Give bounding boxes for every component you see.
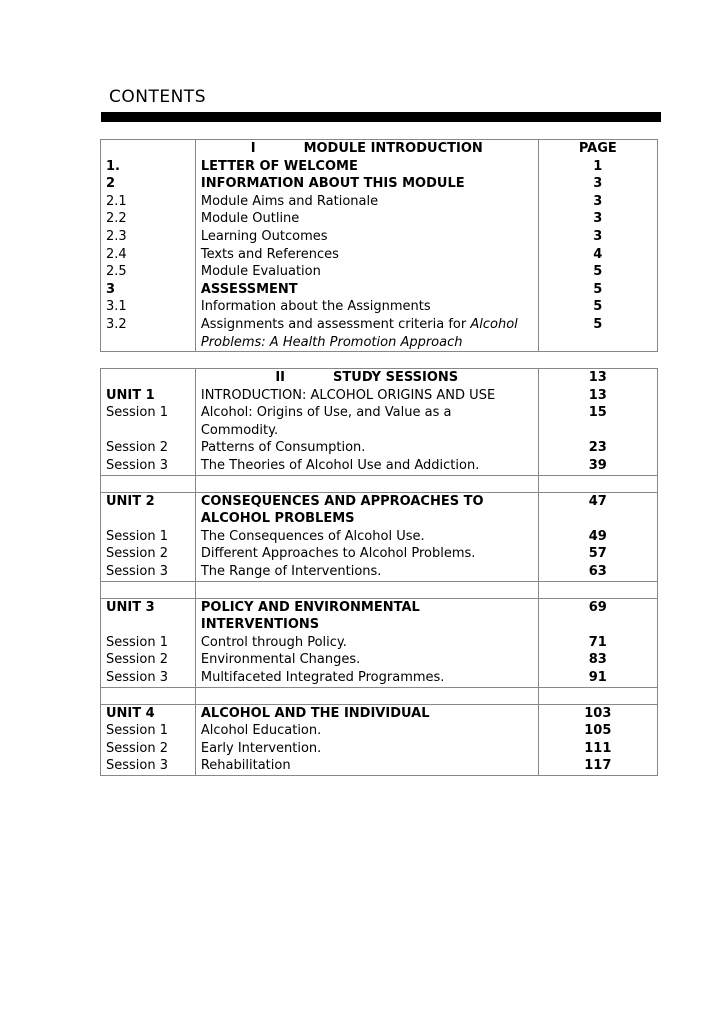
- page-number: 71: [538, 634, 657, 652]
- section-number: 2.2: [101, 210, 196, 228]
- session-title: Alcohol Education.: [195, 722, 538, 740]
- section-number: 2: [101, 175, 196, 193]
- session-label: Session 3: [101, 757, 196, 775]
- session-row: [101, 722, 658, 740]
- session-title: Multifaceted Integrated Programmes.: [195, 669, 538, 687]
- toc-row: [101, 298, 658, 316]
- unit-title: CONSEQUENCES AND APPROACHES TO ALCOHOL PROBLEMS: [195, 492, 538, 528]
- session-label: Session 2: [101, 439, 196, 457]
- session-label: Session 3: [101, 563, 196, 581]
- page-number: 57: [538, 545, 657, 563]
- section-title: Learning Outcomes: [195, 228, 538, 246]
- part-title: I MODULE INTRODUCTION: [195, 140, 538, 158]
- session-title: Control through Policy.: [195, 634, 538, 652]
- unit-label: UNIT 4: [101, 704, 196, 722]
- page-number: 13: [538, 387, 657, 405]
- page-number: 4: [538, 246, 657, 264]
- part-header-row: [101, 369, 658, 387]
- session-title: Rehabilitation: [195, 757, 538, 775]
- session-title: Patterns of Consumption.: [195, 439, 538, 457]
- session-row: [101, 404, 658, 439]
- section-number: 3: [101, 281, 196, 299]
- page-number: 49: [538, 528, 657, 546]
- heading-rule: [101, 112, 661, 122]
- separator-row: [101, 687, 658, 704]
- toc-row: [101, 263, 658, 281]
- toc-row: [101, 210, 658, 228]
- session-row: [101, 439, 658, 457]
- part-header-row: [101, 140, 658, 158]
- page-heading: CONTENTS: [109, 87, 206, 107]
- page-number: 91: [538, 669, 657, 687]
- page-number: 23: [538, 439, 657, 457]
- section-title: Module Aims and Rationale: [195, 193, 538, 211]
- toc-row: [101, 228, 658, 246]
- page-number: 117: [538, 757, 657, 775]
- session-row: [101, 669, 658, 687]
- study-sessions-table: [100, 368, 658, 776]
- session-title: The Consequences of Alcohol Use.: [195, 528, 538, 546]
- session-label: Session 1: [101, 722, 196, 740]
- section-number: 2.1: [101, 193, 196, 211]
- section-title: Texts and References: [195, 246, 538, 264]
- page-number: 15: [538, 404, 657, 439]
- section-number: 3.1: [101, 298, 196, 316]
- section-title: Assignments and assessment criteria for Alcohol Problems: A Health Promotion Approach: [195, 316, 538, 352]
- toc-row: [101, 281, 658, 299]
- toc-row: [101, 246, 658, 264]
- page-number: 3: [538, 210, 657, 228]
- section-number: 3.2: [101, 316, 196, 352]
- session-label: Session 3: [101, 457, 196, 475]
- unit-label: UNIT 3: [101, 598, 196, 634]
- page-number: 103: [538, 704, 657, 722]
- page-number: 105: [538, 722, 657, 740]
- section-number: 1.: [101, 158, 196, 176]
- page-number: 47: [538, 492, 657, 528]
- session-row: [101, 457, 658, 475]
- section-number: 2.4: [101, 246, 196, 264]
- unit-title: POLICY AND ENVIRONMENTAL INTERVENTIONS: [195, 598, 538, 634]
- section-title: Module Outline: [195, 210, 538, 228]
- session-row: [101, 528, 658, 546]
- page-number: 5: [538, 316, 657, 352]
- session-title: Alcohol: Origins of Use, and Value as a Commodity.: [195, 404, 538, 439]
- section-title: Module Evaluation: [195, 263, 538, 281]
- section-number: 2.3: [101, 228, 196, 246]
- unit-row: [101, 598, 658, 634]
- section-title: INFORMATION ABOUT THIS MODULE: [195, 175, 538, 193]
- section-title: ASSESSMENT: [195, 281, 538, 299]
- session-title: The Theories of Alcohol Use and Addiction.: [195, 457, 538, 475]
- page-number: 3: [538, 175, 657, 193]
- unit-row: [101, 387, 658, 405]
- section-title: Information about the Assignments: [195, 298, 538, 316]
- separator-row: [101, 475, 658, 492]
- session-title: Early Intervention.: [195, 740, 538, 758]
- session-row: [101, 545, 658, 563]
- unit-label: UNIT 1: [101, 387, 196, 405]
- toc-row: [101, 175, 658, 193]
- session-label: Session 1: [101, 634, 196, 652]
- unit-title: ALCOHOL AND THE INDIVIDUAL: [195, 704, 538, 722]
- unit-row: [101, 704, 658, 722]
- page-number: 5: [538, 263, 657, 281]
- session-label: Session 2: [101, 651, 196, 669]
- page-number: 83: [538, 651, 657, 669]
- session-label: Session 1: [101, 528, 196, 546]
- page-number: 69: [538, 598, 657, 634]
- page-number: 63: [538, 563, 657, 581]
- session-label: Session 1: [101, 404, 196, 439]
- session-label: Session 2: [101, 545, 196, 563]
- page-number: 1: [538, 158, 657, 176]
- module-introduction-table: [100, 139, 658, 352]
- session-label: Session 2: [101, 740, 196, 758]
- section-title: LETTER OF WELCOME: [195, 158, 538, 176]
- session-title: Environmental Changes.: [195, 651, 538, 669]
- separator-row: [101, 581, 658, 598]
- session-row: [101, 651, 658, 669]
- page-number: 111: [538, 740, 657, 758]
- session-row: [101, 634, 658, 652]
- part-title: II STUDY SESSIONS: [195, 369, 538, 387]
- page-number: 5: [538, 281, 657, 299]
- page-number: 3: [538, 193, 657, 211]
- part-page: 13: [538, 369, 657, 387]
- session-title: The Range of Interventions.: [195, 563, 538, 581]
- page-number: 39: [538, 457, 657, 475]
- unit-label: UNIT 2: [101, 492, 196, 528]
- page-column-header: PAGE: [538, 140, 657, 158]
- session-label: Session 3: [101, 669, 196, 687]
- session-row: [101, 757, 658, 775]
- session-row: [101, 740, 658, 758]
- section-number: 2.5: [101, 263, 196, 281]
- session-row: [101, 563, 658, 581]
- toc-row: [101, 316, 658, 352]
- session-title: Different Approaches to Alcohol Problems.: [195, 545, 538, 563]
- toc-row: [101, 193, 658, 211]
- page-number: 5: [538, 298, 657, 316]
- unit-row: [101, 492, 658, 528]
- page-number: 3: [538, 228, 657, 246]
- unit-title: INTRODUCTION: ALCOHOL ORIGINS AND USE: [195, 387, 538, 405]
- toc-row: [101, 158, 658, 176]
